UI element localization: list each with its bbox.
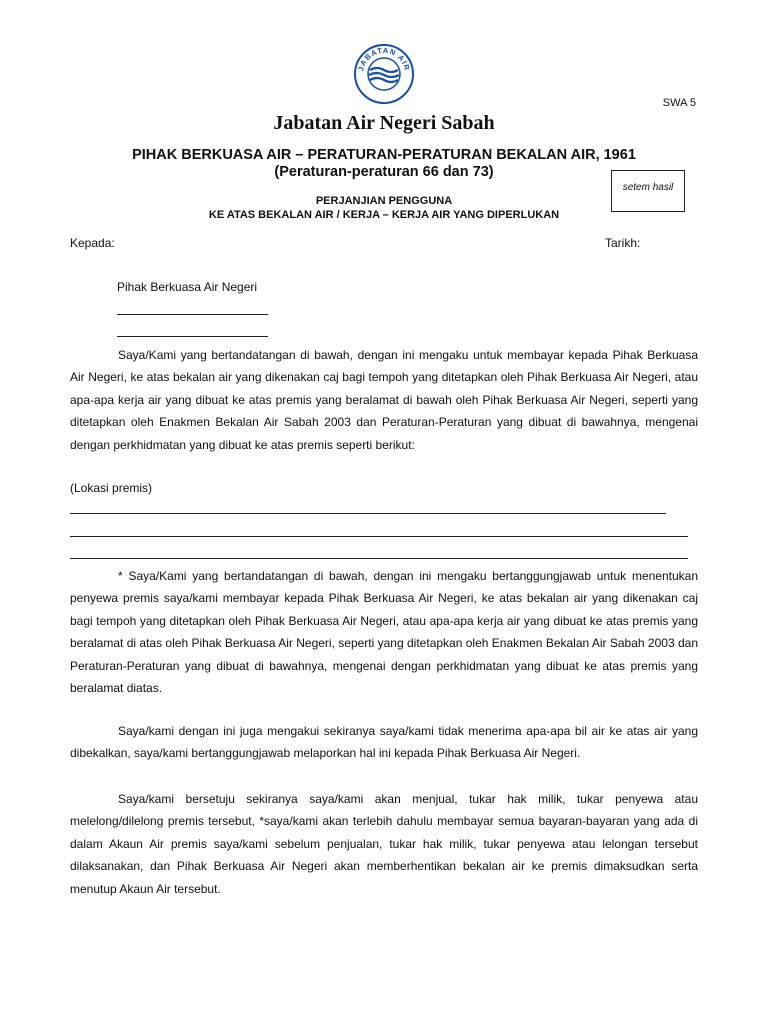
regulation-subtitle: (Peraturan-peraturan 66 dan 73) [274, 164, 494, 180]
agreement-subtitle: KE ATAS BEKALAN AIR / KERJA – KERJA AIR YANG DIPERLUKAN [208, 209, 560, 221]
paragraph-transfer-conditions: Saya/kami bersetuju sekiranya saya/kami akan menjual, tukar hak milik, tukar penyewa atau melelong/dilelong premis tersebut, *saya/kami akan terlebih dahulu membayar semua bayaran-bayaran yang ada di dalam Akaun Air premis saya/kami sebelum penjualan, tukar hak milik, tukar penyewa atau lelongan tersebut dilaksanakan, dan Pihak Berkuasa Air Negeri akan memberhentikan bekalan air ke premis dimaksudkan serta menutup Akaun Air tersebut. [70, 792, 698, 896]
stamp-box-label: setem hasil [622, 182, 674, 193]
paragraph-missing-bill: Saya/kami dengan ini juga mengakui sekiranya saya/kami tidak menerima apa-apa bil air ke atas air yang dibekalkan, saya/kami bertanggungjawab melaporkan hal ini kepada Pihak Berkuasa Air Negeri. [70, 724, 698, 761]
water-department-emblem [352, 44, 416, 104]
location-line-1[interactable] [70, 513, 666, 514]
svg-text:JABATAN AIR: JABATAN AIR [356, 45, 412, 73]
date-label: Tarikh: [605, 236, 641, 250]
to-label: Kepada: [70, 236, 115, 250]
regulation-title: PIHAK BERKUASA AIR – PERATURAN-PERATURAN BEKALAN AIR, 1961 [132, 147, 636, 163]
agency-logo [352, 44, 416, 104]
agency-name: Jabatan Air Negeri Sabah [273, 112, 495, 134]
paragraph-payment-undertaking: Saya/Kami yang bertandatangan di bawah, dengan ini mengaku untuk membayar kepada Pihak Berkuasa Air Negeri, ke atas bekalan air yang dikenakan caj bagi tempoh yang ditetapkan oleh Pihak Berkuasa Air Negeri, atau apa-apa kerja air yang dibuat ke atas premis yang beralamat di bawah oleh Pihak Berkuasa Air Negeri, seperti yang ditetapkan oleh Enakmen Bekalan Air Sabah 2003 dan Peraturan-Peraturan yang dibuat di bawahnya, mengenai dengan perkhidmatan yang dibuat ke atas premis seperti berikut: [70, 348, 698, 452]
location-line-3[interactable] [70, 558, 688, 559]
form-code: SWA 5 [662, 97, 696, 109]
location-line-2[interactable] [70, 536, 688, 537]
paragraph-tenant-responsibility: * Saya/Kami yang bertandatangan di bawah, dengan ini mengaku bertanggungjawab untuk menentukan penyewa premis saya/kami membayar kepada Pihak Berkuasa Air Negeri, ke atas bekalan air yang dikenakan caj bagi tempoh yang ditetapkan oleh Pihak Berkuasa Air Negeri, atau apa-apa kerja air yang dibuat ke atas premis yang beralamat di atas oleh Pihak Berkuasa Air Negeri, seperti yang ditetapkan oleh Enakmen Bekalan Air Sabah 2003 dan Peraturan-Peraturan yang dibuat di bawahnya, mengenai dengan perkhidmatan yang dibuat ke atas premis yang beralamat diatas. [70, 569, 698, 696]
premises-location-label: (Lokasi premis) [70, 481, 153, 495]
address-line-2[interactable] [117, 336, 268, 337]
agreement-title: PERJANJIAN PENGGUNA [315, 195, 453, 207]
addressee: Pihak Berkuasa Air Negeri [117, 280, 258, 294]
address-line-1[interactable] [117, 314, 268, 315]
